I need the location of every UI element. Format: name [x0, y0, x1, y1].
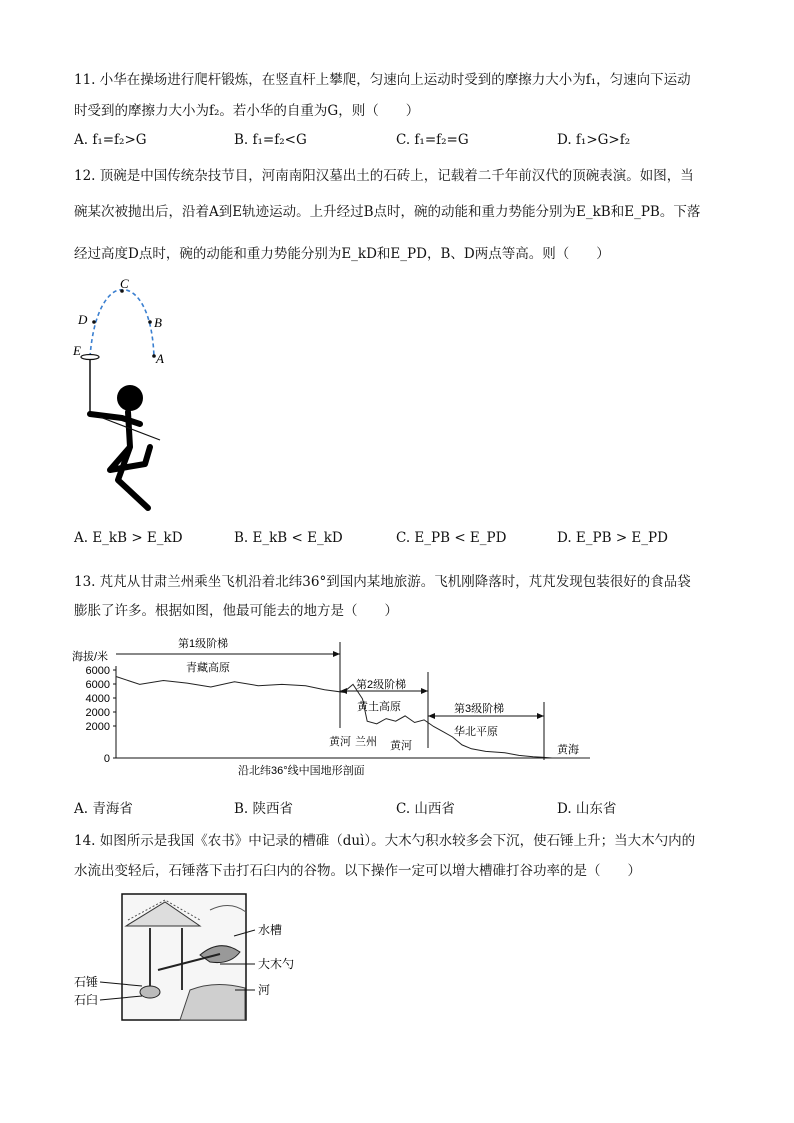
q13-place-yellow-river-2: 黄河 [390, 740, 412, 752]
q13-y-tick-label: 4000 [85, 693, 110, 705]
q13-place-lanzhou: 兰州 [355, 736, 377, 748]
q11-stem-line1: 11. 小华在操场进行爬杆锻炼，在竖直杆上攀爬，匀速向上运动时受到的摩擦力大小为f₁，匀速向下运动 [74, 72, 691, 88]
q14-label-stone-mortar: 石臼 [74, 993, 99, 1007]
q12-option-c[interactable]: C. E_PB < E_PD [396, 530, 507, 546]
q13-step-2-label: 第2级阶梯 [356, 679, 407, 691]
q13-step-3-label: 第3级阶梯 [454, 703, 505, 715]
q13-y-axis-label: 海拔/米 [72, 651, 109, 663]
q11-option-c[interactable]: C. f₁=f₂=G [396, 132, 469, 148]
q12-stem-line3: 经过高度D点时，碗的动能和重力势能分别为E_kD和E_PD，B、D两点等高。则（ ） [74, 246, 610, 262]
q13-y-tick-label: 2000 [85, 721, 110, 733]
q13-y-tick-label: 2000 [85, 707, 110, 719]
q12-stem-line1: 12. 顶碗是中国传统杂技节目，河南南阳汉墓出土的石砖上，记载着二千年前汉代的顶碗表演。如图，当 [74, 168, 694, 184]
q13-y-tick-label: 6000 [85, 679, 110, 691]
q14-stem-line2: 水流出变轻后，石锤落下击打石臼内的谷物。以下操作一定可以增大槽碓打谷功率的是（ ） [74, 863, 641, 879]
q12-stem-line2: 碗某次被抛出后，沿着A到E轨迹运动。上升经过B点时，碗的动能和重力势能分别为E_kB和E_PB。下落 [74, 204, 701, 220]
q14-label-river: 河 [258, 983, 271, 997]
q12-option-b[interactable]: B. E_kB < E_kD [234, 530, 343, 546]
q14-water-hammer-figure [70, 890, 310, 1025]
q13-option-d[interactable]: D. 山东省 [557, 801, 617, 817]
q12-label-b: B [154, 315, 162, 330]
q12-label-a: A [156, 351, 164, 366]
q13-stem-line2: 膨胀了许多。根据如图，他最可能去的地方是（ ） [74, 603, 398, 619]
q13-place-yellow-river-1: 黄河 [329, 736, 351, 748]
q12-label-c: C [120, 276, 129, 291]
q13-terrain-profile-chart [70, 628, 600, 788]
q14-stem-line1: 14. 如图所示是我国《农书》中记录的槽碓（duì）。大木勺积水较多会下沉，使石锤上升；当大木勺内的 [74, 833, 696, 849]
q14-label-water-trough: 水槽 [258, 923, 283, 937]
q13-chart-title: 沿北纬36°线中国地形剖面 [238, 765, 365, 777]
q13-region-huangtu: 黄土高原 [357, 701, 401, 713]
q11-option-a[interactable]: A. f₁=f₂>G [74, 132, 147, 148]
q14-label-big-ladle: 大木勺 [258, 957, 295, 971]
q13-step-1-label: 第1级阶梯 [178, 638, 229, 650]
q11-option-d[interactable]: D. f₁>G>f₂ [557, 132, 631, 148]
q13-terrain-profile-line [116, 677, 590, 759]
q12-option-d[interactable]: D. E_PB > E_PD [557, 530, 668, 546]
q13-region-huabei: 华北平原 [454, 726, 498, 738]
q12-label-e: E [73, 343, 81, 358]
q13-region-qingzang: 青藏高原 [186, 662, 230, 674]
q13-stem-line1: 13. 芃芃从甘肃兰州乘坐飞机沿着北纬36°到国内某地旅游。飞机刚降落时，芃芃发现包装很好的食品袋 [74, 574, 691, 590]
q13-option-b[interactable]: B. 陕西省 [234, 801, 294, 817]
q13-y-tick-label: 0 [103, 753, 110, 765]
q12-juggler-figure [70, 272, 180, 512]
q13-option-c[interactable]: C. 山西省 [396, 801, 455, 817]
q14-label-stone-hammer: 石锤 [74, 975, 99, 989]
q11-stem-line2: 时受到的摩擦力大小为f₂。若小华的自重为G，则（ ） [74, 103, 420, 119]
q13-option-a[interactable]: A. 青海省 [74, 801, 133, 817]
q12-option-a[interactable]: A. E_kB > E_kD [74, 530, 183, 546]
q13-place-yellow-sea: 黄海 [557, 744, 579, 756]
q13-y-tick-label: 6000 [85, 665, 110, 677]
q11-option-b[interactable]: B. f₁=f₂<G [234, 132, 307, 148]
q13-y-ticks [86, 665, 116, 765]
q12-label-d: D [78, 312, 88, 327]
